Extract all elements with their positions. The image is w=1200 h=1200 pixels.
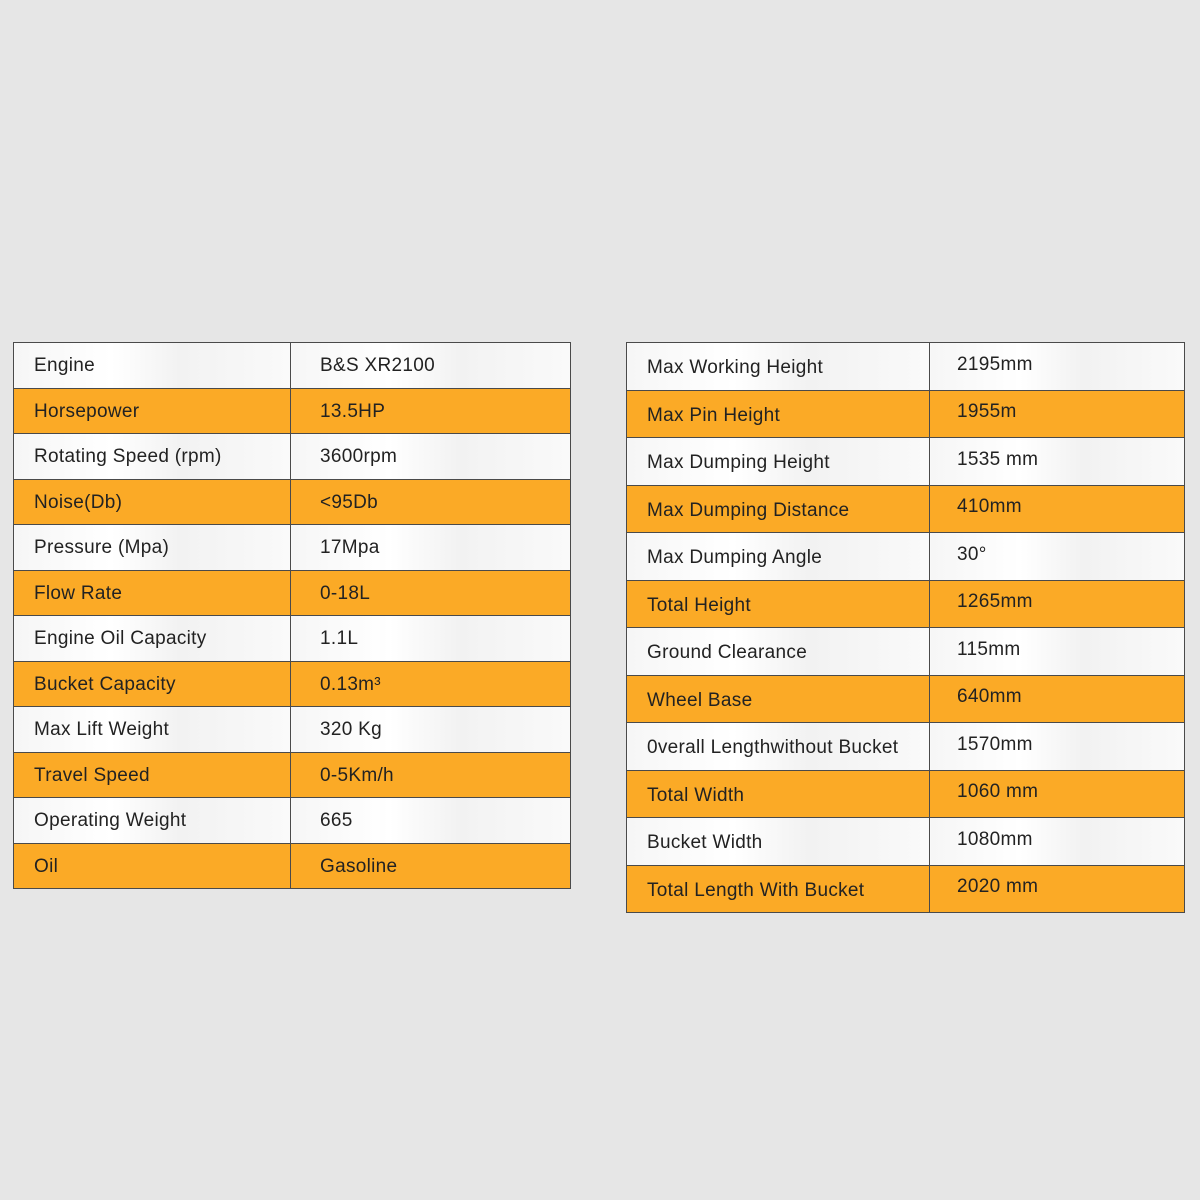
spec-label: Total Width (627, 770, 930, 818)
spec-label: Noise(Db) (14, 479, 291, 525)
spec-value: 1955m (930, 390, 1185, 438)
table-row (14, 843, 571, 889)
spec-label: Horsepower (14, 388, 291, 434)
spec-value: 2020 mm (930, 865, 1185, 913)
spec-value: 0.13m³ (291, 661, 571, 707)
spec-value: 1080mm (930, 818, 1185, 866)
spec-value: 1570mm (930, 723, 1185, 771)
spec-label: Max Dumping Angle (627, 533, 930, 581)
spec-label: Oil (14, 843, 291, 889)
spec-table-dimensions (626, 342, 1185, 913)
spec-value: 665 (291, 798, 571, 844)
spec-label: Engine (14, 343, 291, 389)
table-row (14, 388, 571, 434)
spec-value: 1.1L (291, 616, 571, 662)
table-row (627, 438, 1185, 486)
table-row (14, 479, 571, 525)
spec-label: Max Dumping Distance (627, 485, 930, 533)
table-row (14, 434, 571, 480)
table-row (14, 661, 571, 707)
spec-value: Gasoline (291, 843, 571, 889)
table-row (627, 723, 1185, 771)
spec-value: 640mm (930, 675, 1185, 723)
table-row (14, 343, 571, 389)
table-row (14, 525, 571, 571)
spec-label: Ground Clearance (627, 628, 930, 676)
spec-label: Max Dumping Height (627, 438, 930, 486)
spec-label: Bucket Width (627, 818, 930, 866)
table-row (627, 770, 1185, 818)
spec-value: 0-5Km/h (291, 752, 571, 798)
table-row (14, 616, 571, 662)
spec-value: <95Db (291, 479, 571, 525)
spec-value: 3600rpm (291, 434, 571, 480)
spec-value: 30° (930, 533, 1185, 581)
spec-label: Pressure (Mpa) (14, 525, 291, 571)
spec-value: 17Mpa (291, 525, 571, 571)
spec-label: Rotating Speed (rpm) (14, 434, 291, 480)
spec-label: Total Height (627, 580, 930, 628)
spec-label: Bucket Capacity (14, 661, 291, 707)
spec-label: Travel Speed (14, 752, 291, 798)
spec-table-engine (13, 342, 571, 889)
table-row (627, 390, 1185, 438)
spec-value: B&S XR2100 (291, 343, 571, 389)
spec-label: Max Pin Height (627, 390, 930, 438)
table-row (627, 485, 1185, 533)
table-row (627, 343, 1185, 391)
spec-label: Engine Oil Capacity (14, 616, 291, 662)
table-row (627, 628, 1185, 676)
table-row (627, 533, 1185, 581)
spec-label: 0verall Lengthwithout Bucket (627, 723, 930, 771)
spec-value: 410mm (930, 485, 1185, 533)
spec-value: 1265mm (930, 580, 1185, 628)
spec-label: Wheel Base (627, 675, 930, 723)
spec-value: 2195mm (930, 343, 1185, 391)
table-row (14, 798, 571, 844)
table-row (627, 580, 1185, 628)
spec-value: 13.5HP (291, 388, 571, 434)
table-row (627, 675, 1185, 723)
spec-label: Flow Rate (14, 570, 291, 616)
spec-label: Max Working Height (627, 343, 930, 391)
spec-label: Total Length With Bucket (627, 865, 930, 913)
spec-label: Max Lift Weight (14, 707, 291, 753)
spec-value: 320 Kg (291, 707, 571, 753)
table-row (14, 752, 571, 798)
spec-value: 1060 mm (930, 770, 1185, 818)
spec-value: 115mm (930, 628, 1185, 676)
table-row (627, 818, 1185, 866)
table-row (14, 570, 571, 616)
table-row (627, 865, 1185, 913)
table-row (14, 707, 571, 753)
spec-label: Operating Weight (14, 798, 291, 844)
spec-value: 0-18L (291, 570, 571, 616)
spec-value: 1535 mm (930, 438, 1185, 486)
